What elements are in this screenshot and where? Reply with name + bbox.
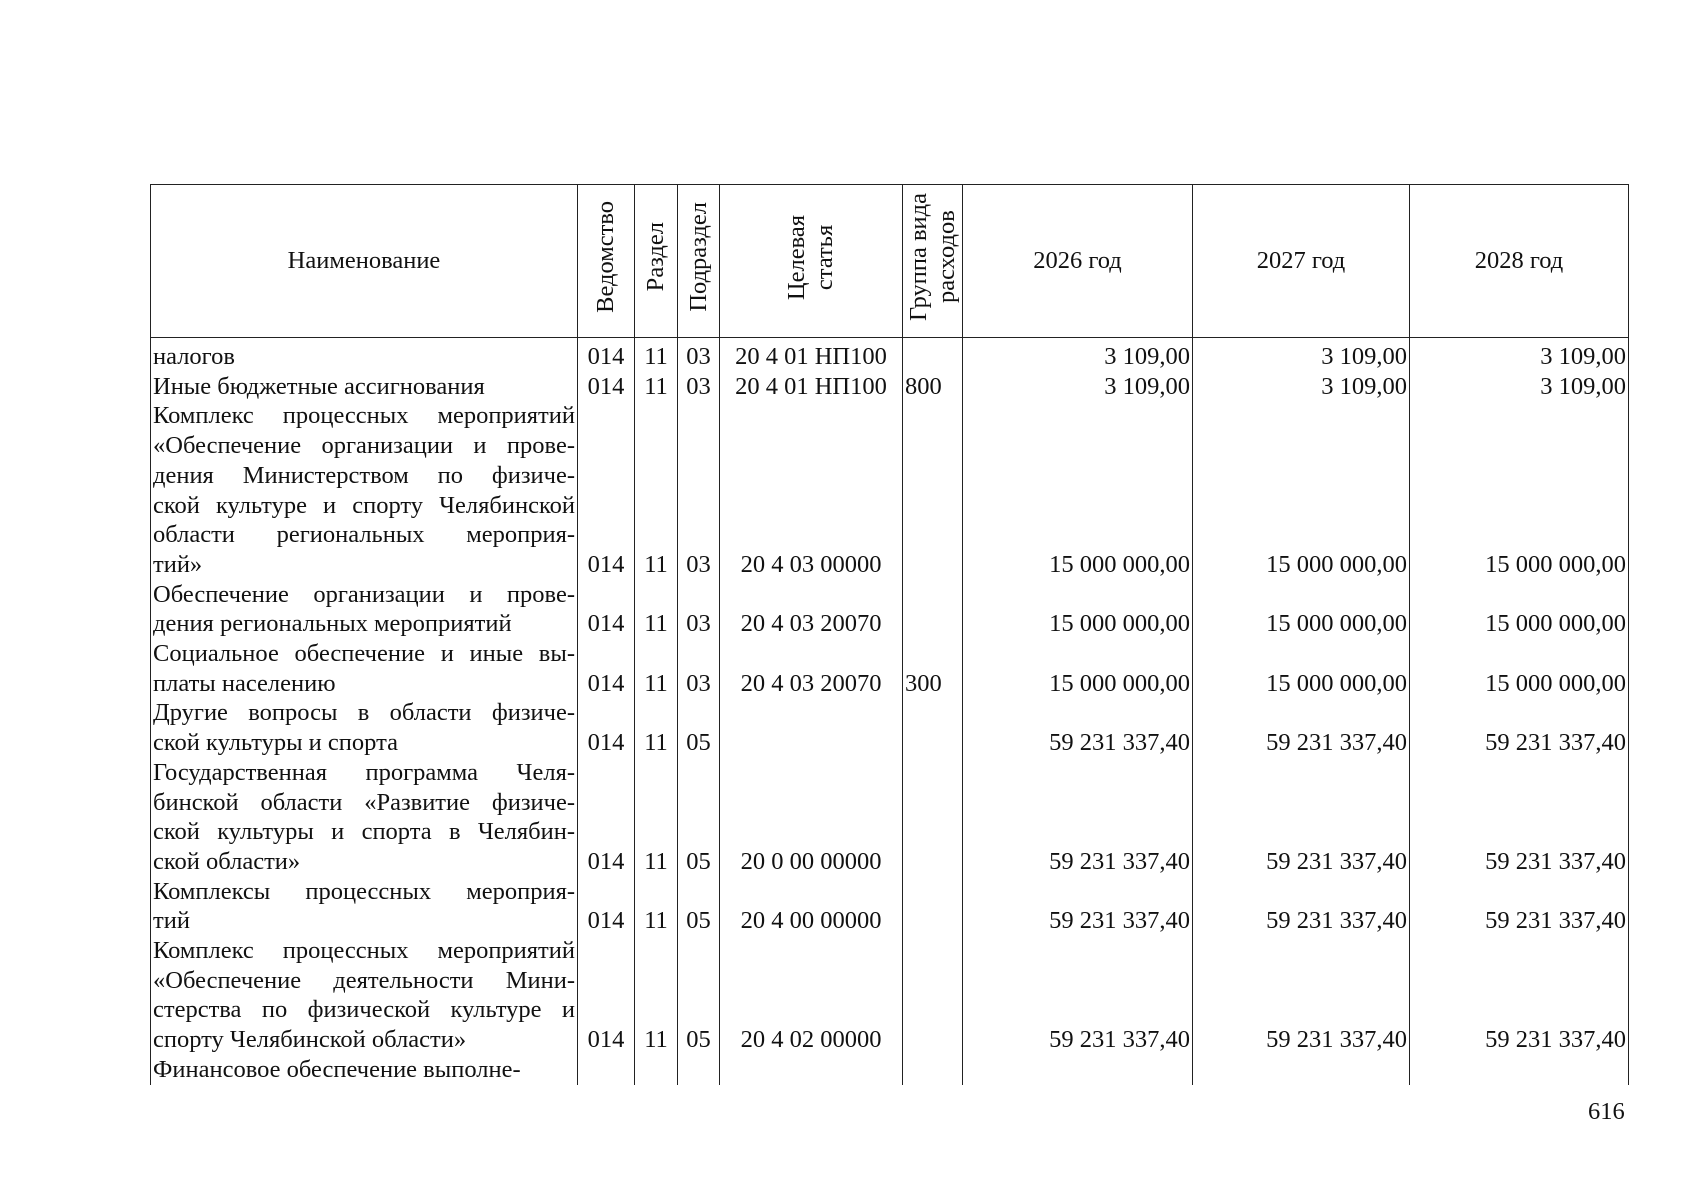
row-razdel-cell: 11 (635, 580, 678, 639)
row-razdel-cell: 11 (635, 372, 678, 402)
row-target-article-cell: 20 4 00 00000 (720, 877, 903, 936)
row-razdel-cell: 11 (635, 401, 678, 579)
row-name-line: ской культуре и спорту Челябинской (153, 491, 575, 519)
row-name-line: ской культуры и спорта (153, 729, 398, 757)
row-target-article-cell: 20 4 03 00000 (720, 401, 903, 579)
row-name-cell (151, 877, 578, 936)
row-2027-value: 15 000 000,00 (1193, 401, 1410, 579)
row-2026-value: 3 109,00 (963, 372, 1193, 402)
row-target-article-cell: 20 4 03 20070 (720, 639, 903, 698)
row-expense-group-cell (903, 401, 963, 579)
row-target-article-cell: 20 4 02 00000 (720, 936, 903, 1055)
row-name-cell (151, 372, 578, 402)
row-name-line: Комплексы процессных мероприя- (153, 877, 575, 905)
table-row (151, 877, 1629, 936)
row-vedomstvo-cell: 014 (578, 877, 635, 936)
row-expense-group-cell (903, 580, 963, 639)
row-vedomstvo-cell: 014 (578, 372, 635, 402)
row-name-line: Обеспечение организации и прове- (153, 580, 575, 608)
row-expense-group-cell: 300 (903, 639, 963, 698)
row-razdel-cell: 11 (635, 698, 678, 757)
row-podrazdel-cell: 03 (678, 372, 720, 402)
row-expense-group-cell (903, 1055, 963, 1085)
row-razdel-cell: 11 (635, 342, 678, 372)
row-name-cell (151, 758, 578, 877)
row-expense-group-cell (903, 877, 963, 936)
row-vedomstvo-cell (578, 1055, 635, 1085)
row-name-line: Иные бюджетные ассигнования (153, 372, 485, 400)
row-target-article-cell: 20 4 01 НП100 (720, 342, 903, 372)
row-name-line: Финансовое обеспечение выполне- (153, 1055, 521, 1083)
row-razdel-cell: 11 (635, 758, 678, 877)
row-vedomstvo-cell: 014 (578, 639, 635, 698)
row-razdel-cell: 11 (635, 877, 678, 936)
row-vedomstvo-cell: 014 (578, 580, 635, 639)
row-name-line: ской культуры и спорта в Челябин- (153, 818, 575, 846)
row-expense-group-cell (903, 342, 963, 372)
row-vedomstvo-cell: 014 (578, 758, 635, 877)
table-row (151, 1055, 1629, 1085)
row-2028-value (1410, 1055, 1629, 1085)
row-name-line: Другие вопросы в области физиче- (153, 699, 575, 727)
row-podrazdel-cell: 03 (678, 639, 720, 698)
row-2026-value: 15 000 000,00 (963, 639, 1193, 698)
row-podrazdel-cell: 05 (678, 936, 720, 1055)
row-name-line: налогов (153, 343, 235, 370)
header-vedomstvo: Ведомство (578, 185, 635, 338)
row-name-line: Комплекс процессных мероприятий (153, 402, 575, 430)
row-vedomstvo-cell: 014 (578, 698, 635, 757)
row-2027-value: 59 231 337,40 (1193, 698, 1410, 757)
row-podrazdel-cell: 03 (678, 401, 720, 579)
row-podrazdel-cell: 03 (678, 580, 720, 639)
row-2026-value: 59 231 337,40 (963, 698, 1193, 757)
row-2026-value: 59 231 337,40 (963, 936, 1193, 1055)
row-name-line: ской области» (153, 847, 301, 875)
row-target-article-cell (720, 698, 903, 757)
row-vedomstvo-cell: 014 (578, 342, 635, 372)
row-target-article-cell (720, 1055, 903, 1085)
table-row (151, 936, 1629, 1055)
row-2026-value: 15 000 000,00 (963, 580, 1193, 639)
row-podrazdel-cell: 03 (678, 342, 720, 372)
row-2027-value: 59 231 337,40 (1193, 758, 1410, 877)
row-podrazdel-cell: 05 (678, 758, 720, 877)
header-target-article: Целевая статья (720, 185, 903, 338)
table-row (151, 372, 1629, 402)
row-name-line: области региональных мероприя- (153, 521, 575, 549)
table-row (151, 758, 1629, 877)
header-year-2028: 2028 год (1410, 185, 1629, 338)
row-2028-value: 59 231 337,40 (1410, 698, 1629, 757)
row-2026-value: 3 109,00 (963, 342, 1193, 372)
table-row (151, 639, 1629, 698)
row-name-cell (151, 698, 578, 757)
row-name-line: бинской области «Развитие физиче- (153, 788, 575, 816)
row-2028-value: 3 109,00 (1410, 372, 1629, 402)
row-razdel-cell (635, 1055, 678, 1085)
row-expense-group-cell (903, 936, 963, 1055)
row-vedomstvo-cell: 014 (578, 401, 635, 579)
row-name-line: тий» (153, 550, 203, 578)
row-2027-value: 3 109,00 (1193, 342, 1410, 372)
header-podrazdel: Подраздел (678, 185, 720, 338)
row-2027-value: 59 231 337,40 (1193, 936, 1410, 1055)
row-2027-value: 59 231 337,40 (1193, 877, 1410, 936)
row-podrazdel-cell: 05 (678, 877, 720, 936)
header-expense-group: Группа вида расходов (903, 185, 963, 338)
row-2027-value: 15 000 000,00 (1193, 639, 1410, 698)
page-number: 616 (1588, 1098, 1625, 1125)
row-name-cell (151, 1055, 578, 1085)
row-2028-value: 3 109,00 (1410, 342, 1629, 372)
row-name-line: «Обеспечение организации и прове- (153, 432, 575, 460)
row-razdel-cell: 11 (635, 936, 678, 1055)
row-expense-group-cell (903, 758, 963, 877)
row-2026-value: 59 231 337,40 (963, 877, 1193, 936)
header-year-2026: 2026 год (963, 185, 1193, 338)
row-2028-value: 15 000 000,00 (1410, 580, 1629, 639)
row-2028-value: 15 000 000,00 (1410, 401, 1629, 579)
row-2026-value: 59 231 337,40 (963, 758, 1193, 877)
table-body (151, 338, 1629, 1085)
row-name-line: спорту Челябинской области» (153, 1026, 467, 1054)
row-name-line: Государственная программа Челя- (153, 758, 575, 786)
row-podrazdel-cell: 05 (678, 698, 720, 757)
header-year-2027: 2027 год (1193, 185, 1410, 338)
table-header-row (151, 185, 1629, 338)
row-name-line: тий (153, 907, 190, 935)
row-2027-value: 15 000 000,00 (1193, 580, 1410, 639)
row-name-line: «Обеспечение деятельности Мини- (153, 966, 575, 994)
row-name-cell (151, 936, 578, 1055)
table-row (151, 342, 1629, 372)
row-2028-value: 15 000 000,00 (1410, 639, 1629, 698)
row-2027-value (1193, 1055, 1410, 1085)
row-target-article-cell: 20 4 01 НП100 (720, 372, 903, 402)
row-razdel-cell: 11 (635, 639, 678, 698)
row-vedomstvo-cell: 014 (578, 936, 635, 1055)
row-podrazdel-cell (678, 1055, 720, 1085)
row-target-article-cell: 20 4 03 20070 (720, 580, 903, 639)
row-2027-value: 3 109,00 (1193, 372, 1410, 402)
row-2028-value: 59 231 337,40 (1410, 877, 1629, 936)
row-name-line: дения региональных мероприятий (153, 610, 512, 638)
row-name-cell (151, 401, 578, 579)
row-name-line: Комплекс процессных мероприятий (153, 937, 575, 965)
row-2026-value: 15 000 000,00 (963, 401, 1193, 579)
row-name-cell (151, 342, 578, 372)
row-expense-group-cell (903, 698, 963, 757)
row-2026-value (963, 1055, 1193, 1085)
row-2028-value: 59 231 337,40 (1410, 758, 1629, 877)
budget-table (150, 184, 1629, 1085)
row-name-cell (151, 580, 578, 639)
table-row (151, 698, 1629, 757)
header-name: Наименование (151, 185, 578, 338)
row-target-article-cell: 20 0 00 00000 (720, 758, 903, 877)
row-expense-group-cell: 800 (903, 372, 963, 402)
table-row (151, 580, 1629, 639)
row-2028-value: 59 231 337,40 (1410, 936, 1629, 1055)
row-name-line: платы населению (153, 669, 336, 697)
row-name-line: Социальное обеспечение и иные вы- (153, 640, 575, 668)
table-row (151, 401, 1629, 579)
row-name-line: стерства по физической культуре и (153, 996, 575, 1024)
row-name-line: дения Министерством по физиче- (153, 461, 575, 489)
header-razdel: Раздел (635, 185, 678, 338)
row-name-cell (151, 639, 578, 698)
